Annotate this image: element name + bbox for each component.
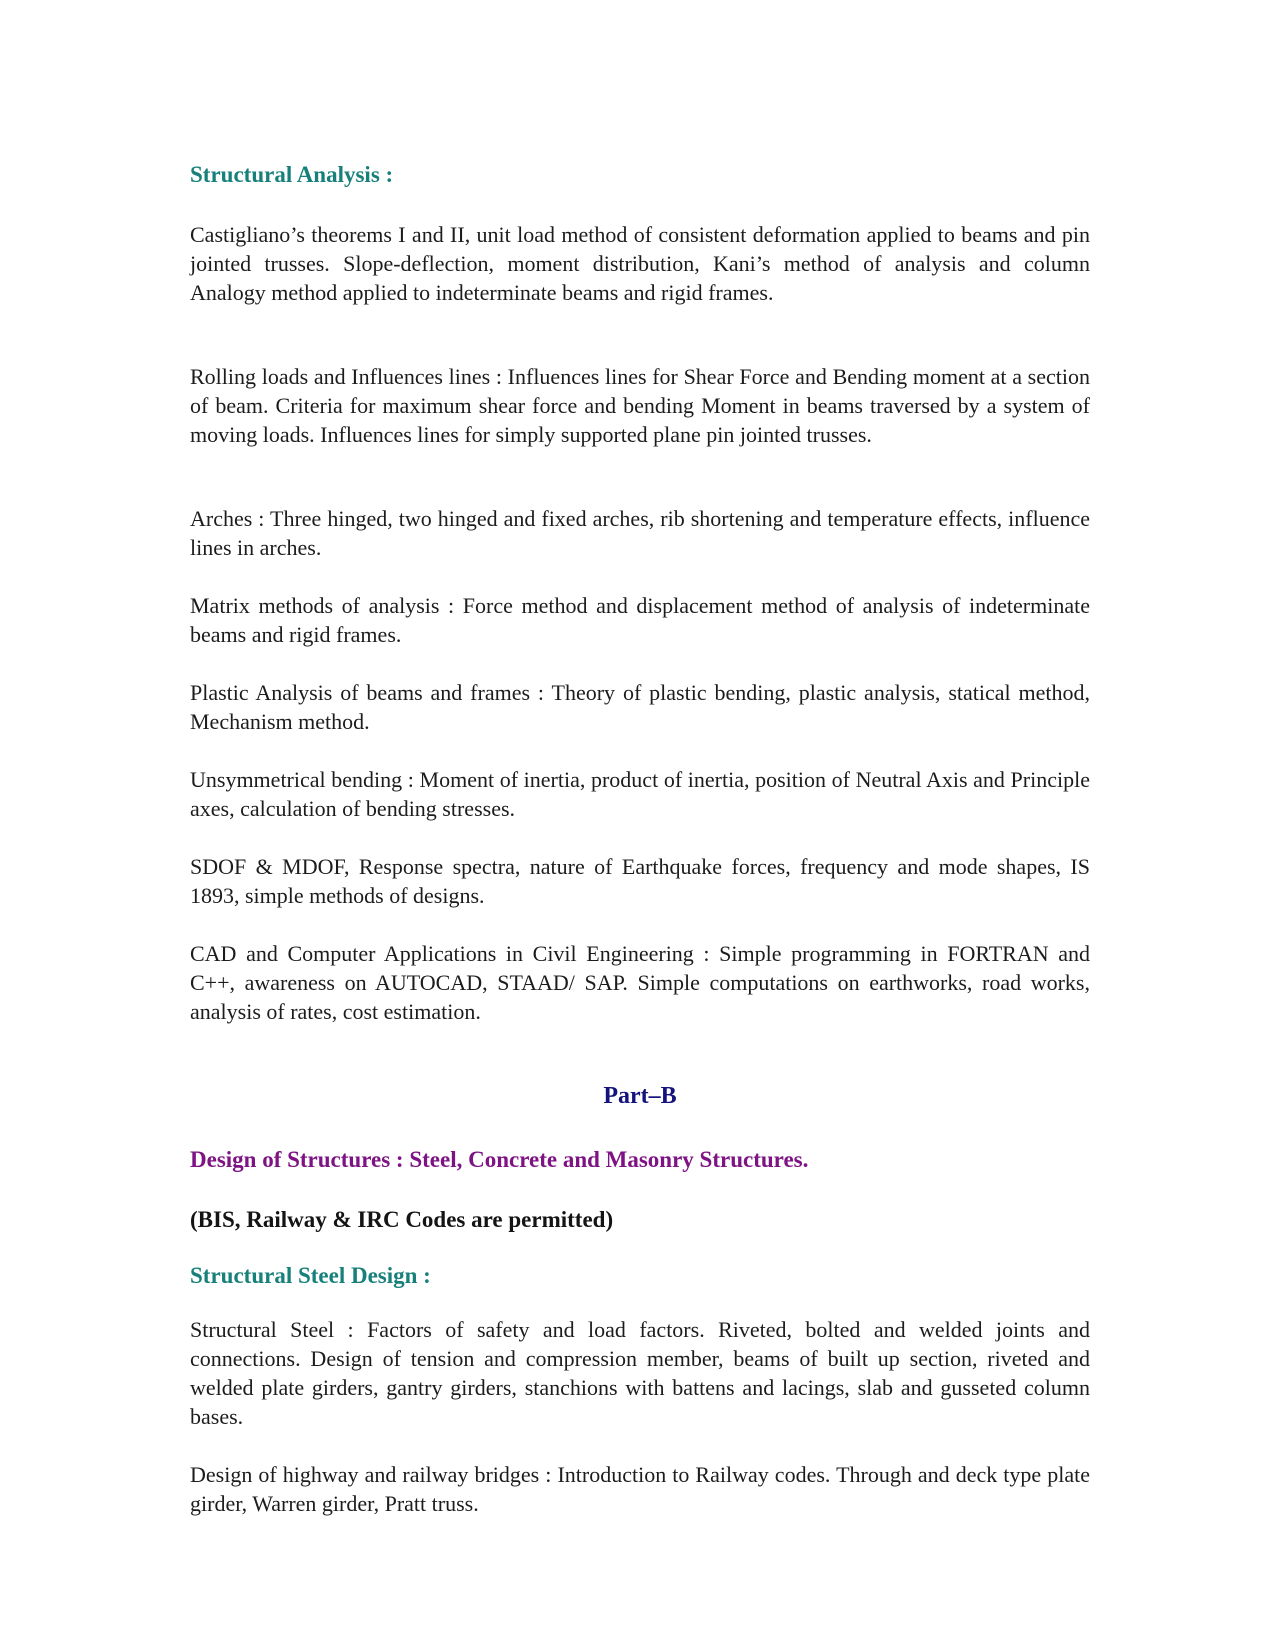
note-codes-permitted: (BIS, Railway & IRC Codes are permitted) bbox=[190, 1207, 614, 1232]
paragraph-unsymmetrical-bending: Unsymmetrical bending : Moment of inertia, product of inertia, position of Neutral Axis and Principle axes, calculation of bending stresses. bbox=[190, 767, 1090, 821]
paragraph-bridge-design: Design of highway and railway bridges : Introduction to Railway codes. Through and deck type plate girder, Warren girder, Pratt truss. bbox=[190, 1462, 1090, 1516]
paragraph-structural-steel: Structural Steel : Factors of safety and load factors. Riveted, bolted and welded joints and connections. Design of tension and compression member, beams of built up section, riveted and welded plate girders, gantry girders, stanchions with battens and lacings, slab and gusseted column bases. bbox=[190, 1317, 1090, 1429]
heading-structural-analysis: Structural Analysis : bbox=[190, 162, 394, 187]
heading-design-of-structures: Design of Structures : Steel, Concrete and Masonry Structures. bbox=[190, 1147, 809, 1172]
paragraph-arches: Arches : Three hinged, two hinged and fixed arches, rib shortening and temperature effects, influence lines in arches. bbox=[190, 506, 1090, 560]
paragraph-sdof-mdof: SDOF & MDOF, Response spectra, nature of Earthquake forces, frequency and mode shapes, IS 1893, simple methods of designs. bbox=[190, 854, 1090, 908]
heading-part-b: Part–B bbox=[603, 1083, 677, 1109]
paragraph-cad-applications: CAD and Computer Applications in Civil Engineering : Simple programming in FORTRAN and C++, awareness on AUTOCAD, STAAD/ SAP. Simple computations on earthworks, road works, analysis of rates, cost estimation. bbox=[190, 941, 1090, 1024]
paragraph-plastic-analysis: Plastic Analysis of beams and frames : Theory of plastic bending, plastic analysis, statical method, Mechanism method. bbox=[190, 680, 1090, 734]
heading-structural-steel-design: Structural Steel Design : bbox=[190, 1263, 431, 1288]
paragraph-matrix-methods: Matrix methods of analysis : Force method and displacement method of analysis of indeterminate beams and rigid frames. bbox=[190, 593, 1090, 647]
paragraph-castigliano-theorems: Castigliano’s theorems I and II, unit load method of consistent deformation applied to beams and pin jointed trusses. Slope-deflection, moment distribution, Kani’s method of analysis and column Analogy method applied to indeterminate beams and rigid frames. bbox=[190, 222, 1090, 305]
paragraph-rolling-loads: Rolling loads and Influences lines : Influences lines for Shear Force and Bending moment at a section of beam. Criteria for maximum shear force and bending Moment in beams traversed by a system of moving loads. Influences lines for simply supported plane pin jointed trusses. bbox=[190, 364, 1090, 447]
